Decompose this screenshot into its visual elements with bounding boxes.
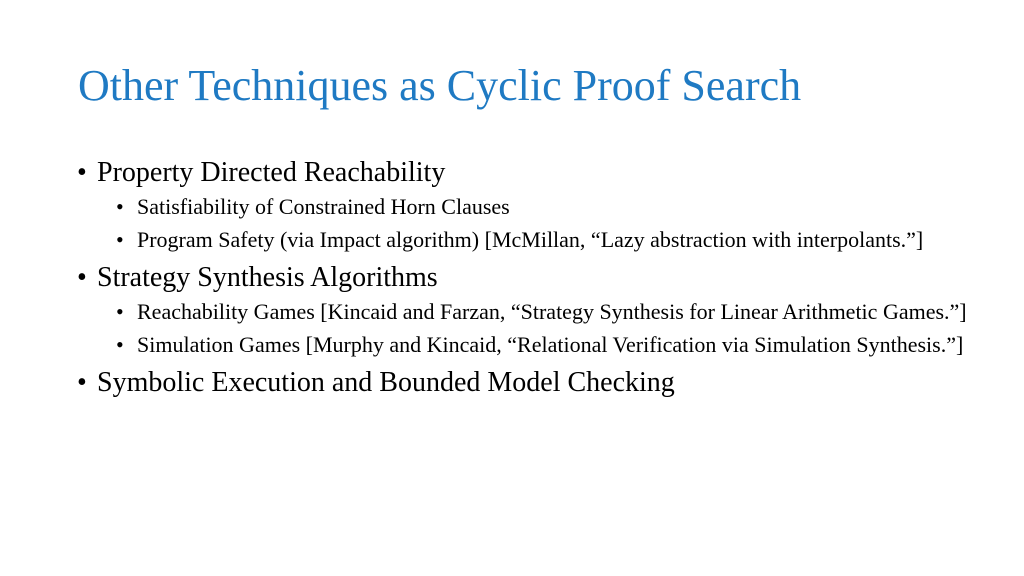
bullet-strategy-synthesis: • Strategy Synthesis Algorithms	[75, 260, 975, 295]
slide-content	[75, 155, 975, 403]
sub-bullet-program-safety: • Program Safety (via Impact algorithm) [McMillan, “Lazy abstraction with interpolants.”]	[75, 226, 975, 254]
bullet-symbolic-execution: • Symbolic Execution and Bounded Model Checking	[75, 365, 975, 400]
sub-list-pdr	[75, 193, 975, 254]
sub-bullet-reachability-games: • Reachability Games [Kincaid and Farzan, “Strategy Synthesis for Linear Arithmetic Games.”]	[75, 298, 975, 326]
sub-list-strategy-synthesis	[75, 298, 975, 359]
sub-bullet-constrained-horn-clauses: • Satisfiability of Constrained Horn Clauses	[75, 193, 975, 221]
sub-bullet-simulation-games: • Simulation Games [Murphy and Kincaid, “Relational Verification via Simulation Synthesis.”]	[75, 331, 975, 359]
slide-title: Other Techniques as Cyclic Proof Search	[78, 61, 802, 110]
bullet-property-directed-reachability: • Property Directed Reachability	[75, 155, 975, 190]
